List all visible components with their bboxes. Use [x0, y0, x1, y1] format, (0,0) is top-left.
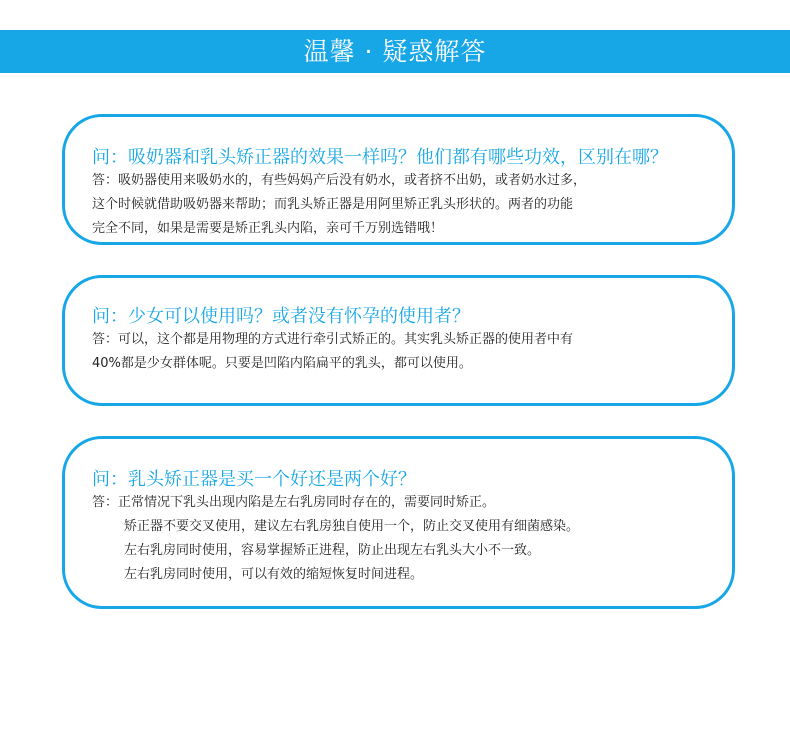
faq-card-2 [62, 275, 735, 406]
faq-answer-2 [92, 328, 573, 376]
faq-question-2: 问：少女可以使用吗？或者没有怀孕的使用者？ [92, 306, 470, 327]
answer-line: 完全不同，如果是需要是矫正乳头内陷，亲可千万别选错哦！ [92, 221, 444, 236]
answer-line: 左右乳房同时使用，容易掌握矫正进程，防止出现左右乳头大小不一致。 [124, 543, 541, 558]
faq-answer-1 [92, 169, 586, 241]
answer-line: 矫正器不要交叉使用，建议左右乳房独自使用一个，防止交叉使用有细菌感染。 [124, 519, 580, 534]
faq-card-1 [62, 114, 735, 245]
answer-line: 这个时候就借助吸奶器来帮助；而乳头矫正器是用阿里矫正乳头形状的。两者的功能 [92, 197, 574, 212]
faq-answer-3 [92, 491, 579, 587]
answer-line: 答：正常情况下乳头出现内陷是左右乳房同时存在的，需要同时矫正。 [92, 495, 496, 510]
page-title-banner [0, 30, 790, 73]
answer-line: 40%都是少女群体呢。只要是凹陷内陷扁平的乳头，都可以使用。 [92, 356, 472, 371]
faq-question-3: 问：乳头矫正器是买一个好还是两个好？ [92, 469, 416, 490]
answer-line: 左右乳房同时使用，可以有效的缩短恢复时间进程。 [124, 567, 424, 582]
faq-question-1: 问：吸奶器和乳头矫正器的效果一样吗？他们都有哪些功效，区别在哪？ [92, 147, 668, 168]
faq-card-3 [62, 436, 735, 609]
page-title: 温馨 · 疑惑解答 [303, 37, 487, 66]
answer-line: 答：吸奶器使用来吸奶水的，有些妈妈产后没有奶水，或者挤不出奶，或者奶水过多， [92, 173, 587, 188]
answer-line: 答：可以，这个都是用物理的方式进行牵引式矫正的。其实乳头矫正器的使用者中有 [92, 332, 574, 347]
